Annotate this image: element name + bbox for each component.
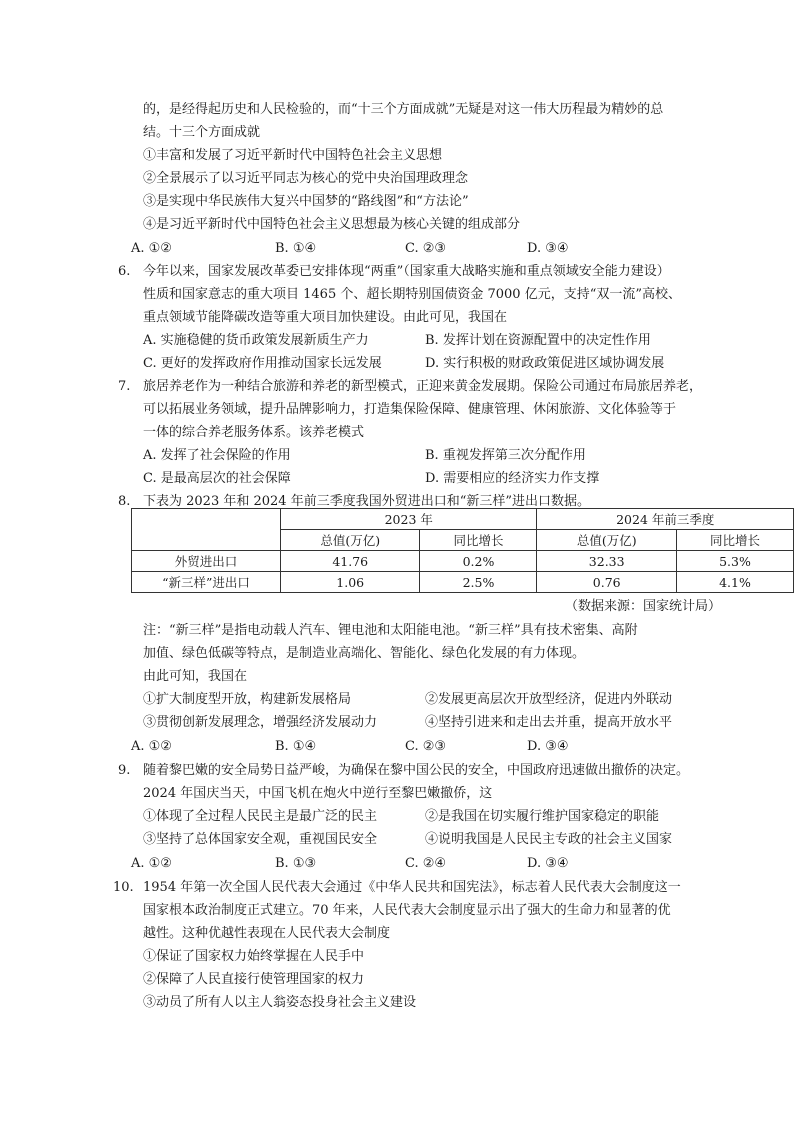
- q9-choice-d: D. ③④: [527, 856, 569, 871]
- table-year-2024: 2024 年前三季度: [537, 509, 794, 530]
- q5-item-3: ③是实现中华民族伟大复兴中国梦的“路线图”和“方法论”: [143, 194, 469, 209]
- q9-stem-line-1: 随着黎巴嫩的安全局势日益严峻，为确保在黎中国公民的安全，中国政府迅速做出撤侨的决定。: [143, 763, 690, 778]
- q9-choice-b: B. ①③: [275, 856, 317, 871]
- table-cell: 1.06: [281, 572, 420, 593]
- table-cell: 2.5%: [420, 572, 537, 593]
- q7-choice-c: C. 是最高层次的社会保障: [143, 471, 291, 486]
- table-header-total-2024: 总值(万亿): [537, 530, 676, 551]
- q6-stem-line-3: 重点领域节能降碳改造等重大项目加快建设。由此可见，我国在: [143, 310, 508, 325]
- q8-note-line-1: 注：“新三样”是指电动载人汽车、锂电池和太阳能电池。“新三样”具有技术密集、高附: [143, 623, 638, 638]
- q9-stem-line-2: 2024 年国庆当天，中国飞机在炮火中逆行至黎巴嫩撤侨，这: [143, 786, 493, 801]
- q9-number: 9.: [118, 763, 131, 778]
- q7-number: 7.: [118, 379, 131, 394]
- q6-choice-a: A. 实施稳健的货币政策发展新质生产力: [143, 333, 369, 348]
- q8-choice-c: C. ②③: [405, 739, 447, 754]
- table-row: [132, 572, 794, 593]
- q7-stem-line-3: 一体的综合养老服务体系。该养老模式: [143, 425, 365, 440]
- q6-stem-line-1: 今年以来，国家发展改革委已安排体现“两重”（国家重大战略实施和重点领域安全能力建设）: [143, 264, 670, 279]
- table-row-label: “新三样”进出口: [132, 572, 281, 593]
- q8-number: 8.: [118, 494, 131, 509]
- table-row-label: 外贸进出口: [132, 551, 281, 572]
- table-corner-cell: [132, 509, 281, 551]
- q8-data-source: （数据来源：国家统计局）: [565, 599, 722, 614]
- q9-item-4: ④说明我国是人民民主专政的社会主义国家: [425, 832, 673, 847]
- q8-stem: 下表为 2023 年和 2024 年前三季度我国外贸进出口和“新三样”进出口数据。: [143, 494, 590, 509]
- q6-choice-d: D. 实行积极的财政政策促进区域协调发展: [425, 356, 665, 371]
- q7-stem-line-1: 旅居养老作为一种结合旅游和养老的新型模式，正迎来黄金发展期。保险公司通过布局旅居养老，: [143, 379, 703, 394]
- q8-item-3: ③贯彻创新发展理念，增强经济发展动力: [143, 715, 378, 730]
- q8-lead: 由此可知，我国在: [143, 669, 248, 684]
- q10-item-3: ③动员了所有人以主人翁姿态投身社会主义建设: [143, 995, 417, 1010]
- q9-choice-c: C. ②④: [405, 856, 447, 871]
- q5-item-1: ①丰富和发展了习近平新时代中国特色社会主义思想: [143, 148, 443, 163]
- table-row: [132, 551, 794, 572]
- table-year-2023: 2023 年: [281, 509, 537, 530]
- table-cell: 0.76: [537, 572, 676, 593]
- q7-choice-b: B. 重视发挥第三次分配作用: [425, 448, 586, 463]
- table-cell: 0.2%: [420, 551, 537, 572]
- q10-stem-line-2: 国家根本政治制度正式建立。70 年来，人民代表大会制度显示出了强大的生命力和显著的优: [143, 903, 671, 918]
- q5-item-4: ④是习近平新时代中国特色社会主义思想最为核心关键的组成部分: [143, 217, 521, 232]
- q8-note-line-2: 加值、绿色低碳等特点，是制造业高端化、智能化、绿色化发展的有力体现。: [143, 646, 586, 661]
- q6-stem-line-2: 性质和国家意志的重大项目 1465 个、超长期特别国债资金 7000 亿元，支持“双一流”高校、: [143, 287, 681, 302]
- q6-choice-b: B. 发挥计划在资源配置中的决定性作用: [425, 333, 651, 348]
- q7-stem-line-2: 可以拓展业务领域，提升品牌影响力，打造集保险保障、健康管理、休闲旅游、文化体验等于: [143, 402, 677, 417]
- q6-choice-c: C. 更好的发挥政府作用推动国家长远发展: [143, 356, 382, 371]
- q10-number: 10.: [113, 880, 134, 895]
- q6-number: 6.: [118, 264, 131, 279]
- q7-choice-d: D. 需要相应的经济实力作支撑: [425, 471, 600, 486]
- q8-item-1: ①扩大制度型开放，构建新发展格局: [143, 692, 352, 707]
- q10-stem-line-1: 1954 年第一次全国人民代表大会通过《中华人民共和国宪法》，标志着人民代表大会制度这一: [143, 880, 681, 895]
- table-cell: 4.1%: [676, 572, 793, 593]
- table-header-total-2023: 总值(万亿): [281, 530, 420, 551]
- table-header-row-years: [132, 509, 794, 530]
- q5-choice-a: A. ①②: [131, 241, 172, 256]
- table-header-growth-2024: 同比增长: [676, 530, 793, 551]
- q9-item-2: ②是我国在切实履行维护国家稳定的职能: [425, 809, 660, 824]
- q5-stem-line-2: 结。十三个方面成就: [143, 125, 261, 140]
- q9-item-3: ③坚持了总体国家安全观，重视国民安全: [143, 832, 378, 847]
- q5-choice-c: C. ②③: [405, 241, 447, 256]
- trade-data-table: [131, 508, 794, 593]
- table-cell: 41.76: [281, 551, 420, 572]
- q5-stem-line-1: 的，是经得起历史和人民检验的，而“十三个方面成就”无疑是对这一伟大历程最为精妙的总: [143, 102, 664, 117]
- q5-item-2: ②全景展示了以习近平同志为核心的党中央治国理政理念: [143, 171, 469, 186]
- q10-item-2: ②保障了人民直接行使管理国家的权力: [143, 972, 365, 987]
- q8-item-4: ④坚持引进来和走出去并重，提高开放水平: [425, 715, 673, 730]
- q8-choice-b: B. ①④: [275, 739, 317, 754]
- q9-choice-a: A. ①②: [131, 856, 172, 871]
- q10-item-1: ①保证了国家权力始终掌握在人民手中: [143, 949, 365, 964]
- q8-item-2: ②发展更高层次开放型经济，促进内外联动: [425, 692, 673, 707]
- q7-choice-a: A. 发挥了社会保险的作用: [143, 448, 291, 463]
- q5-choice-b: B. ①④: [275, 241, 317, 256]
- table-cell: 32.33: [537, 551, 676, 572]
- q8-choice-d: D. ③④: [527, 739, 569, 754]
- q5-choice-d: D. ③④: [527, 241, 569, 256]
- q8-choice-a: A. ①②: [131, 739, 172, 754]
- table-header-growth-2023: 同比增长: [420, 530, 537, 551]
- table-cell: 5.3%: [676, 551, 793, 572]
- q10-stem-line-3: 越性。这种优越性表现在人民代表大会制度: [143, 926, 391, 941]
- q9-item-1: ①体现了全过程人民民主是最广泛的民主: [143, 809, 378, 824]
